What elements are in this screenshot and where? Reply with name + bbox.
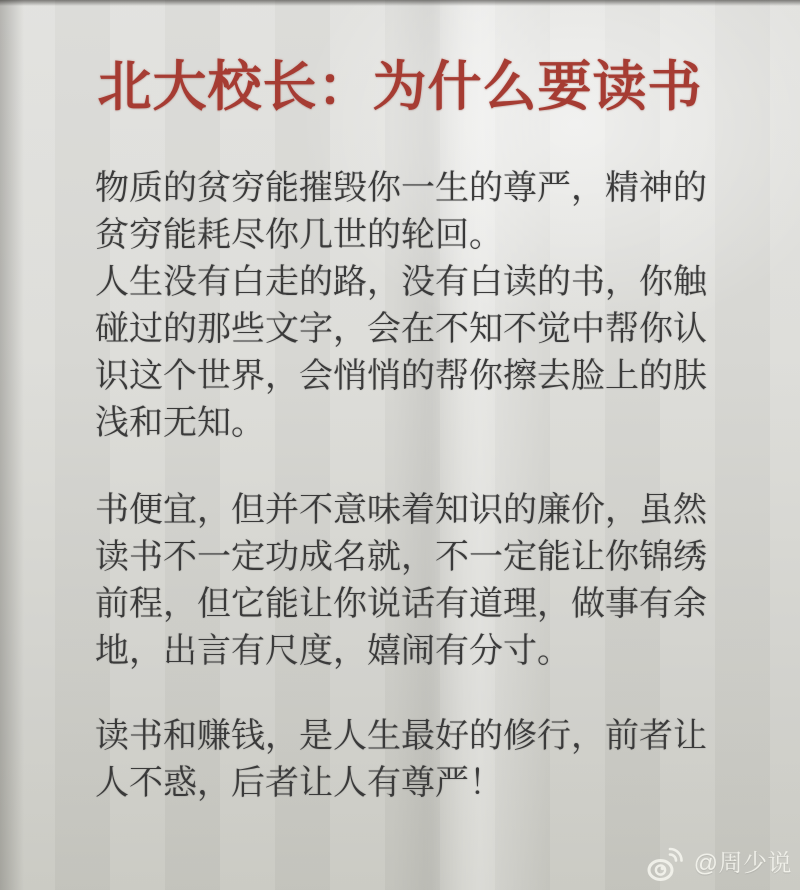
paragraph: [95, 259, 723, 447]
text-line: 人不惑，后者让人有尊严！: [95, 764, 503, 802]
weibo-icon: [647, 846, 687, 882]
text-line: 地，出言有尺度，嬉闹有分寸。: [95, 632, 571, 670]
quote-body: [95, 165, 723, 807]
watermark: [647, 846, 792, 882]
paragraph: [95, 487, 723, 675]
text-line: 碰过的那些文字，会在不知不觉中帮你认: [95, 310, 707, 348]
text-line: 书便宜，但并不意味着知识的廉价，虽然: [95, 491, 707, 529]
text-line: 贫穷能耗尽你几世的轮回。: [95, 216, 503, 254]
text-line: 物质的贫穷能摧毁你一生的尊严，精神的: [95, 169, 707, 207]
watermark-handle: @周少说: [693, 850, 792, 877]
paragraph: [95, 165, 723, 259]
text-line: 人生没有白走的路，没有白读的书，你触: [95, 263, 707, 301]
text-line: 前程，但它能让你说话有道理，做事有余: [95, 585, 707, 623]
text-line: 读书不一定功成名就，不一定能让你锦绣: [95, 538, 707, 576]
text-line: 浅和无知。: [95, 404, 265, 442]
text-line: 读书和赚钱，是人生最好的修行，前者让: [95, 717, 707, 755]
text-line: 识这个世界，会悄悄的帮你擦去脸上的肤: [95, 357, 707, 395]
paragraph: [95, 713, 723, 807]
page-title: 北大校长：为什么要读书: [97, 57, 703, 117]
